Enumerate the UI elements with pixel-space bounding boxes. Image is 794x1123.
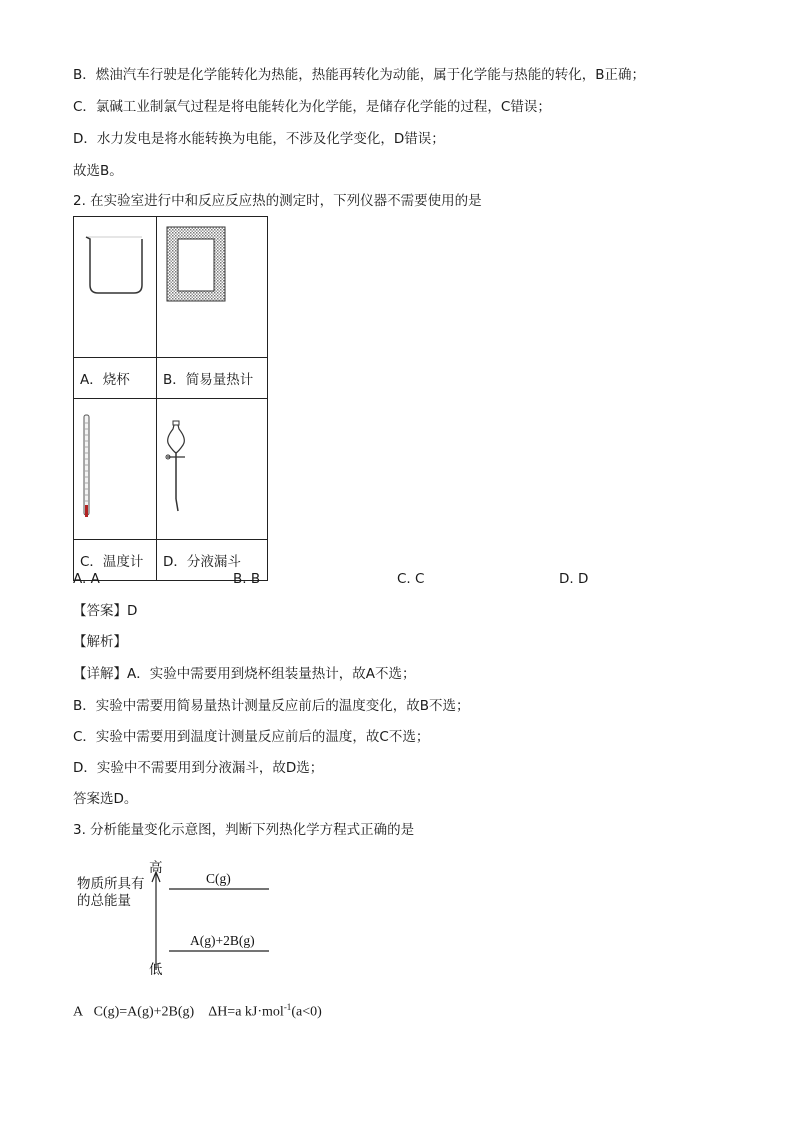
energy-axis-label-2: 的总能量 bbox=[77, 893, 131, 908]
q2-conclusion: 答案选D。 bbox=[73, 791, 138, 807]
separatory-funnel-cell bbox=[157, 399, 268, 540]
caption-beaker: A．烧杯 bbox=[74, 358, 157, 399]
upper-level-label: C(g) bbox=[206, 871, 231, 886]
instrument-table bbox=[73, 216, 268, 581]
q2-detail-a bbox=[73, 665, 415, 683]
prev-explanation-d: D．水力发电是将水能转换为电能，不涉及化学变化，D错误； bbox=[73, 131, 445, 147]
q2-detail-d: D．实验中不需要用到分液漏斗，故D选； bbox=[73, 760, 324, 776]
energy-diagram-lines bbox=[73, 852, 273, 977]
lower-level-label: A(g)+2B(g) bbox=[190, 933, 255, 948]
q3-option-a-letter: A bbox=[73, 1004, 84, 1020]
energy-high-label: 高 bbox=[149, 860, 163, 875]
answer-label: 【答案】 bbox=[73, 603, 127, 619]
q2-option-c[interactable]: C. C bbox=[397, 571, 425, 587]
q2-detail-c: C．实验中需要用到温度计测量反应前后的温度，故C不选； bbox=[73, 729, 430, 745]
q2-stem: 2. 在实验室进行中和反应反应热的测定时，下列仪器不需要使用的是 bbox=[73, 193, 482, 209]
caption-funnel: D．分液漏斗 bbox=[157, 540, 268, 581]
q2-analysis-label: 【解析】 bbox=[73, 634, 127, 650]
thermometer-icon bbox=[74, 399, 156, 535]
q2-answer bbox=[73, 602, 137, 620]
energy-diagram bbox=[73, 852, 273, 977]
detail-a-text: A．实验中需要用到烧杯组装量热计，故A不选； bbox=[127, 666, 416, 682]
prev-explanation-c: C．氯碱工业制氯气过程是将电能转化为化学能，是储存化学能的过程，C错误； bbox=[73, 99, 551, 115]
prev-explanation-b: B．燃油汽车行驶是化学能转化为热能，热能再转化为动能，属于化学能与热能的转化，B正确； bbox=[73, 67, 646, 83]
q2-option-b[interactable]: B. B bbox=[233, 571, 261, 587]
q3-option-a-enthalpy: ΔH=a kJ·mol bbox=[208, 1004, 284, 1020]
q3-option-a[interactable] bbox=[73, 998, 322, 1022]
energy-low-label: 低 bbox=[149, 962, 163, 977]
beaker-icon bbox=[74, 217, 156, 353]
q2-option-a[interactable]: A. A bbox=[73, 571, 100, 587]
beaker-cell bbox=[74, 217, 157, 358]
separatory-funnel-icon bbox=[157, 399, 267, 535]
q2-option-d[interactable]: D. D bbox=[559, 571, 589, 587]
caption-thermometer: C．温度计 bbox=[74, 540, 157, 581]
q3-option-a-condition: (a<0) bbox=[291, 1004, 322, 1020]
q2-detail-b: B．实验中需要用简易量热计测量反应前后的温度变化，故B不选； bbox=[73, 698, 470, 714]
calorimeter-cell bbox=[157, 217, 268, 358]
calorimeter-icon bbox=[157, 217, 267, 353]
q3-option-a-equation: C(g)=A(g)+2B(g) bbox=[93, 1004, 195, 1020]
detail-label: 【详解】 bbox=[73, 666, 127, 682]
thermometer-cell bbox=[74, 399, 157, 540]
caption-calorimeter: B．简易量热计 bbox=[157, 358, 268, 399]
answer-value: D bbox=[127, 603, 138, 619]
q3-option-a-exponent: -1 bbox=[283, 1002, 292, 1012]
energy-axis-label-1: 物质所具有 bbox=[77, 876, 145, 891]
q3-stem: 3. 分析能量变化示意图，判断下列热化学方程式正确的是 bbox=[73, 822, 415, 838]
prev-conclusion: 故选B。 bbox=[73, 163, 123, 179]
